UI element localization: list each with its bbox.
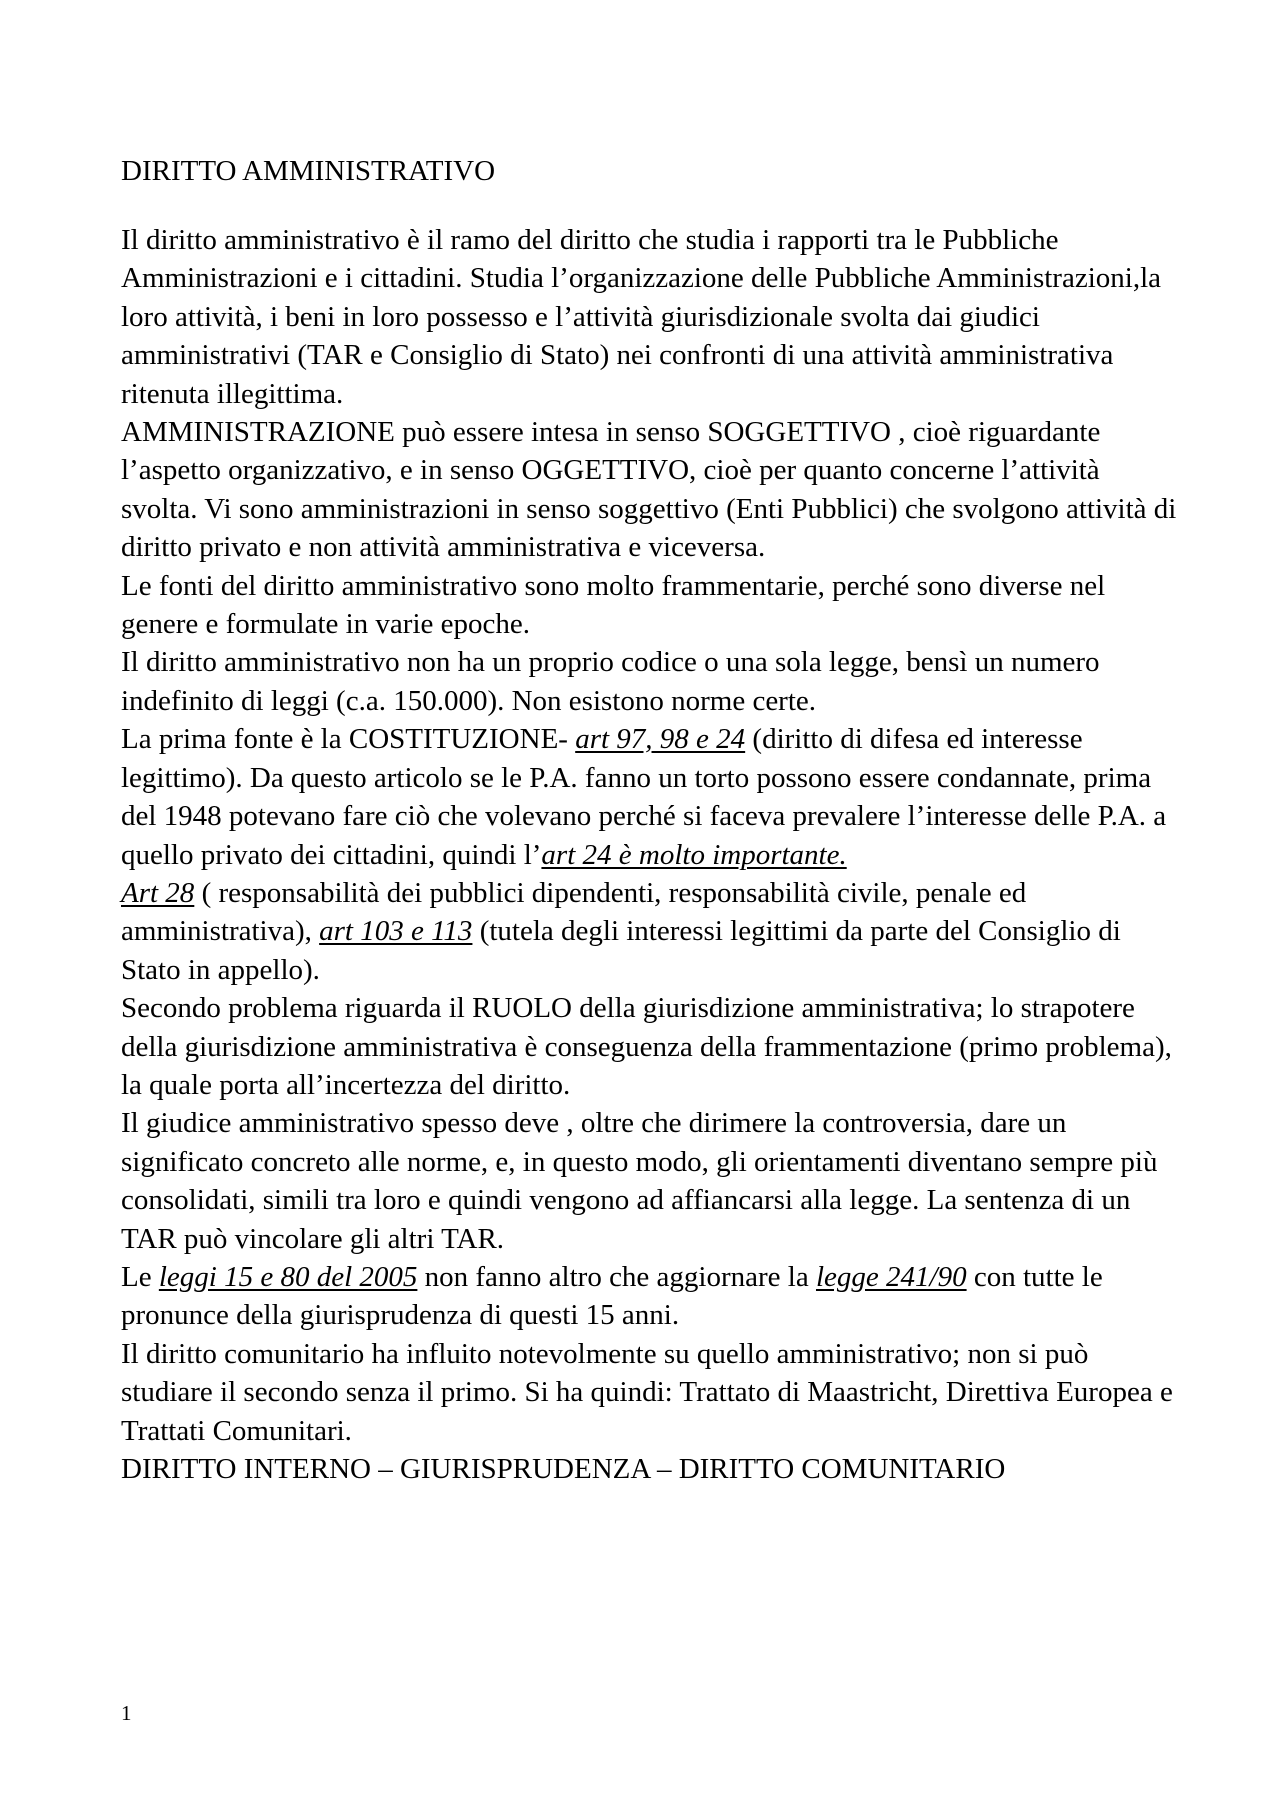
paragraph xyxy=(121,643,1181,720)
paragraph xyxy=(121,1335,1181,1450)
paragraph-text: Il diritto amministrativo è il ramo del diritto che studia i rapporti tra le Pubbliche Amministrazioni e i cittadini. Studia l’organizzazione delle Pubbliche Amministrazioni,la loro attività, i beni in loro possesso e l’attività giurisdizionale svolta dai giudici amministrativi (TAR e Consiglio di Stato) nei confronti di una attività amministrativa ritenuta illegittima. xyxy=(121,224,1161,410)
paragraph-text: con tutte le pronunce della giurisprudenza di questi 15 anni. xyxy=(121,1260,1103,1332)
paragraph xyxy=(121,221,1181,413)
paragraph-text: DIRITTO INTERNO – GIURISPRUDENZA – DIRITTO COMUNITARIO xyxy=(121,1453,1006,1485)
paragraph-text: non fanno altro che aggiornare la xyxy=(417,1260,816,1293)
paragraph xyxy=(121,1104,1181,1258)
paragraph-text: (tutela degli interessi legittimi da parte del Consiglio di Stato in appello). xyxy=(121,915,1121,986)
law-reference: art 24 è molto importante. xyxy=(541,838,847,871)
law-reference: legge 241/90 xyxy=(815,1260,967,1293)
paragraph-text: ( responsabilità dei pubblici dipendenti, responsabilità civile, penale ed amministrativa), xyxy=(121,876,1027,948)
paragraph-text: Le xyxy=(121,1260,159,1293)
paragraph xyxy=(121,720,1181,874)
paragraph xyxy=(121,1258,1181,1335)
paragraph-text: AMMINISTRAZIONE può essere intesa in senso SOGGETTIVO , cioè riguardante l’aspetto organizzativo, e in senso OGGETTIVO, cioè per quanto concerne l’attività svolta. Vi sono amministrazioni in senso soggettivo (Enti Pubblici) che svolgono attività di diritto privato e non attività amministrativa e viceversa. xyxy=(121,416,1177,564)
law-reference: leggi 15 e 80 del 2005 xyxy=(158,1260,418,1293)
paragraph xyxy=(121,989,1181,1104)
paragraph xyxy=(121,413,1181,567)
paragraph-text: La prima fonte è la COSTITUZIONE- xyxy=(121,723,576,756)
paragraph-text: Il giudice amministrativo spesso deve , oltre che dirimere la controversia, dare un significato concreto alle norme, e, in questo modo, gli orientamenti diventano sempre più consolidati, simili tra loro e quindi vengono ad affiancarsi alla legge. La sentenza di un TAR può vincolare gli altri TAR. xyxy=(121,1107,1158,1255)
law-reference: art 97, 98 e 24 xyxy=(575,723,746,756)
paragraph-text: Secondo problema riguarda il RUOLO della giurisdizione amministrativa; lo strapotere della giurisdizione amministrativa è conseguenza della frammentazione (primo problema), la quale porta all’incertezza del diritto. xyxy=(121,992,1172,1101)
document-title: DIRITTO AMMINISTRATIVO xyxy=(121,155,496,187)
page-number: 1 xyxy=(121,1701,132,1725)
paragraph-text: Le fonti del diritto amministrativo sono molto frammentarie, perché sono diverse nel genere e formulate in varie epoche. xyxy=(121,569,1106,641)
law-reference: art 103 e 113 xyxy=(319,915,473,948)
paragraph xyxy=(121,1450,1181,1488)
paragraph xyxy=(121,874,1181,989)
paragraph-text: Il diritto amministrativo non ha un proprio codice o una sola legge, bensì un numero indefinito di leggi (c.a. 150.000). Non esistono norme certe. xyxy=(121,646,1100,717)
document-body xyxy=(121,221,1181,1488)
paragraph-text: (diritto di difesa ed interesse legittimo). Da questo articolo se le P.A. fanno un torto possono essere condannate, prima del 1948 potevano fare ciò che volevano perché si faceva prevalere l’interesse delle P.A. a quello privato dei cittadini, quindi l’ xyxy=(121,723,1167,871)
paragraph xyxy=(121,567,1181,644)
paragraph-text: Il diritto comunitario ha influito notevolmente su quello amministrativo; non si può studiare il secondo senza il primo. Si ha quindi: Trattato di Maastricht, Direttiva Europea e Trattati Comunitari. xyxy=(121,1337,1173,1447)
law-reference: Art 28 xyxy=(121,876,195,909)
